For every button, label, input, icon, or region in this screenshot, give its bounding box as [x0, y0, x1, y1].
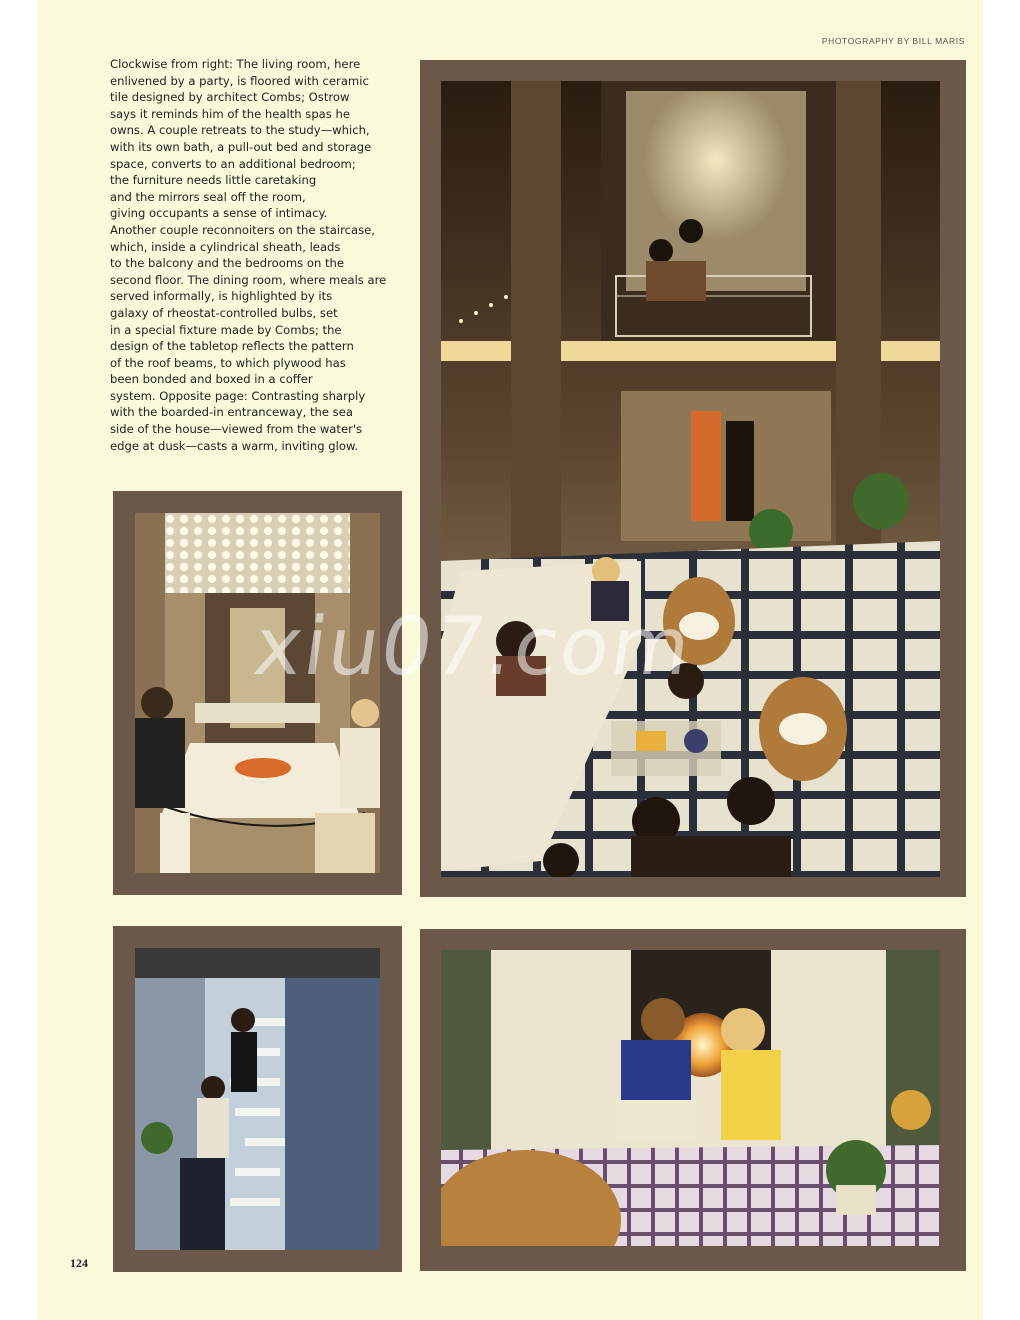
caption-line: Clockwise from right: The living room, here	[110, 57, 361, 71]
caption-line: of the roof beams, to which plywood has	[110, 355, 346, 370]
caption-line: galaxy of rheostat-controlled bulbs, set	[110, 305, 338, 320]
caption-line: Another couple reconnoiters on the staircase,	[110, 222, 375, 237]
caption-line: second floor. The dining room, where meals are	[110, 272, 387, 287]
living-room-photo	[441, 81, 940, 877]
staircase-photo-frame	[113, 926, 402, 1272]
caption-line: tile designed by architect Combs; Ostrow	[110, 90, 350, 105]
caption-line: owns. A couple retreats to the study—which,	[110, 123, 370, 138]
caption-line: design of the tabletop reflects the pattern	[110, 339, 354, 354]
caption-line: and the mirrors seal off the room,	[110, 189, 306, 204]
study-image	[441, 950, 940, 1246]
dining-room-image	[135, 513, 380, 873]
magazine-page	[37, 0, 983, 1320]
dining-room-photo-frame	[113, 491, 402, 895]
staircase-image	[135, 948, 380, 1250]
caption-line: says it reminds him of the health spas he	[110, 106, 350, 121]
caption-line: enlivened by a party, is floored with ceramic	[110, 73, 369, 88]
caption-line: the furniture needs little caretaking	[110, 173, 317, 188]
study-photo	[441, 950, 940, 1246]
caption-line: space, converts to an additional bedroom;	[110, 156, 356, 171]
caption-line: with its own bath, a pull-out bed and storage	[110, 139, 372, 154]
caption-line: with the boarded-in entranceway, the sea	[110, 405, 353, 420]
photo-caption	[110, 56, 410, 454]
living-room-photo-frame	[420, 60, 966, 897]
caption-line: to the balcony and the bedrooms on the	[110, 256, 345, 271]
caption-line: side of the house—viewed from the water's	[110, 422, 363, 437]
caption-line: been bonded and boxed in a coffer	[110, 372, 313, 387]
living-room-image	[441, 81, 940, 877]
caption-line: which, inside a cylindrical sheath, leads	[110, 239, 341, 254]
page-number: 124	[70, 1256, 88, 1270]
caption-line: in a special fixture made by Combs; the	[110, 322, 342, 337]
watermark-text: xiu07.com	[248, 600, 698, 693]
dining-room-photo	[135, 513, 380, 873]
study-photo-frame	[420, 929, 966, 1271]
caption-line: system. Opposite page: Contrasting sharply	[110, 388, 366, 403]
staircase-photo	[135, 948, 380, 1250]
caption-line: giving occupants a sense of intimacy.	[110, 206, 328, 221]
caption-line: served informally, is highlighted by its	[110, 289, 333, 304]
photo-credit: PHOTOGRAPHY BY BILL MARIS	[821, 36, 965, 46]
caption-line: edge at dusk—casts a warm, inviting glow.	[110, 438, 359, 453]
